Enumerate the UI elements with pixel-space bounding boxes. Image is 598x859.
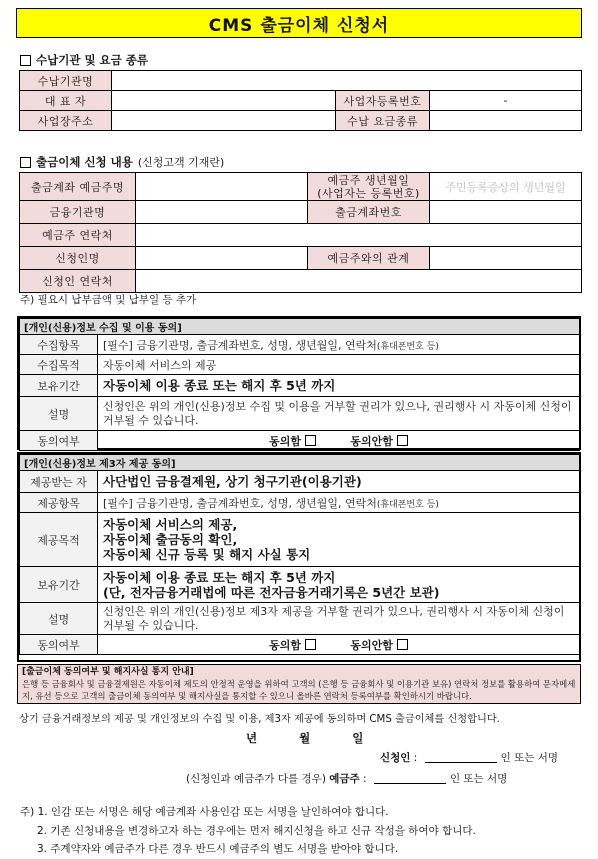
collect-items-text: [필수] 금융기관명, 출금계좌번호, 성명, 생년월일, 연락처 [103, 338, 377, 352]
notice-box [17, 664, 581, 704]
label-representative: 대 표 자 [20, 91, 112, 111]
collect-purpose-value: 자동이체 서비스의 제공 [98, 355, 580, 375]
privacy-third-table [19, 454, 580, 655]
footnote-3: 3. 주계약자와 예금주가 다른 경우 반드시 예금주의 별도 서명을 받아야 합니다. [37, 843, 399, 855]
label-retention-1: 보유기간 [20, 375, 98, 397]
retention-1-value: 자동이체 이용 종료 또는 해지 후 5년 까지 [98, 375, 580, 397]
retention-2-value [98, 567, 580, 603]
depositor-sign-row [186, 771, 507, 786]
applicant-sign-row [380, 750, 558, 765]
privacy-collect-table [19, 318, 580, 451]
depositor-sign-label: 예금주 [329, 773, 360, 785]
label-explain-1: 설명 [20, 397, 98, 431]
notice-heading: [출금이체 동의여부 및 해지사실 통지 안내] [22, 667, 194, 677]
consent-2-value [98, 635, 580, 655]
label-explain-2: 설명 [20, 603, 98, 635]
provide-items-extra: (휴대폰번호 등) [376, 499, 439, 510]
agree-checkbox-1[interactable] [305, 435, 316, 446]
biz-address-field[interactable] [112, 111, 336, 131]
depositor-sign-suffix: 인 또는 서명 [449, 773, 508, 785]
square-icon [20, 55, 31, 66]
label-biz-reg-no: 사업자등록번호 [336, 91, 430, 111]
explain-1-value: 신청인은 위의 개인(신용)정보 수집 및 이용을 거부할 권리가 있으나, 권리행사 시 자동이체 신청이 거부될 수 있습니다. [98, 397, 580, 431]
representative-field[interactable] [112, 91, 336, 111]
purpose-line-3: 자동이체 신규 등록 및 해지 사실 통지 [103, 547, 311, 562]
section1-title: 수납기관 및 요금 종류 [36, 53, 148, 67]
footnote-2: 2. 기존 신청내용을 변경하고자 하는 경우에는 먼저 해지신청을 하고 신규 작성을 하여야 합니다. [37, 825, 476, 837]
label-provide-items: 제공항목 [20, 493, 98, 513]
label-account-no: 출금계좌번호 [308, 201, 430, 224]
label-retention-2: 보유기간 [20, 567, 98, 603]
label-provide-purpose: 제공목적 [20, 513, 98, 567]
label-recipient: 제공받는 자 [20, 471, 98, 493]
label-bank-name: 금융기관명 [20, 201, 136, 224]
fee-type-field[interactable] [430, 111, 582, 131]
date-month-label: 월 [299, 731, 311, 745]
depositor-sign-colon: : [363, 773, 367, 785]
label-consent-2: 동의여부 [20, 635, 98, 655]
label-relationship: 예금주와의 관계 [308, 247, 430, 270]
provide-items-text: [필수] 금융기관명, 출금계좌번호, 성명, 생년월일, 연락처 [103, 496, 377, 510]
applicant-sign-colon: : [413, 752, 418, 764]
depositor-contact-field[interactable] [136, 224, 582, 247]
label-depositor-contact: 예금주 연락처 [20, 224, 136, 247]
applicant-sign-line[interactable] [425, 752, 497, 763]
depositor-sign-prefix: (신청인과 예금주가 다를 경우) [186, 773, 326, 785]
privacy-collect-heading: [개인(신용)정보 수집 및 이용 동의] [20, 319, 580, 335]
recipient-value: 사단법인 금융결제원, 상기 청구기관(이용기관) [98, 471, 580, 493]
label-payee-name: 수납기관명 [20, 71, 112, 91]
label-applicant-name: 신청인명 [20, 247, 136, 270]
application-table [19, 172, 582, 293]
section2-heading [20, 154, 224, 170]
bank-name-field[interactable] [136, 201, 308, 224]
depositor-birth-field[interactable]: 주민등록증상의 생년월일 [430, 173, 582, 201]
label-consent-1: 동의여부 [20, 431, 98, 451]
relationship-field[interactable] [430, 247, 582, 270]
section2-note: 주) 필요시 납부금액 및 납부일 등 추가 [20, 294, 197, 306]
form-title: CMS 출금이체 신청서 [16, 8, 582, 38]
collect-items-extra: (휴대폰번호 등) [376, 341, 439, 352]
label-birth-line1: 예금주 생년월일 [327, 173, 410, 187]
section2-subtitle: (신청고객 기재란) [137, 156, 225, 169]
label-applicant-contact: 신청인 연락처 [20, 270, 136, 293]
section2-title: 출금이체 신청 내용 [36, 155, 133, 169]
footnote-1: 주) 1. 인감 또는 서명은 해당 예금계좌 사용인감 또는 서명을 날인하여야 합니다. [20, 806, 389, 818]
purpose-line-1: 자동이체 서비스의 제공, [103, 517, 238, 532]
label-collect-items: 수집항목 [20, 335, 98, 355]
depositor-sign-line[interactable] [374, 773, 446, 784]
label-biz-address: 사업장주소 [20, 111, 112, 131]
biz-reg-no-field[interactable]: - [430, 91, 582, 111]
notice-body: 은행 등 금융회사 및 금융결제원은 자동이체 제도의 안정적 운영을 위하여 고객의 (은행 등 금융회사 및 이용기관 보유) 연락처 정보를 활용하여 문자메세지, 유선 등으로 고객의 출금이체 동의여부 및 해지사실을 통지할 수 있으니 올바른 연락처 등록여부를 확인하시기 바랍니다. [22, 679, 576, 701]
explain-2-value: 신청인은 위의 개인(신용)정보 제3자 제공을 거부할 권리가 있으나, 권리행사 시 자동이체 신청이 거부될 수 있습니다. [98, 603, 580, 635]
disagree-checkbox-1[interactable] [397, 435, 408, 446]
account-no-field[interactable] [430, 201, 582, 224]
date-line [246, 730, 363, 746]
privacy-third-heading: [개인(신용)정보 제3자 제공 동의] [20, 455, 580, 471]
applicant-contact-field[interactable] [136, 270, 582, 293]
label-collect-purpose: 수집목적 [20, 355, 98, 375]
date-year-label: 년 [246, 731, 258, 745]
label-birth-line2: (사업자는 등록번호) [317, 186, 420, 200]
payee-name-field[interactable] [112, 71, 582, 91]
agree-label-1: 동의함 [269, 434, 301, 448]
provide-purpose-value [98, 513, 580, 567]
retention-line-2: (단, 전자금융거래법에 따른 전자금융거래기록은 5년간 보관) [103, 584, 440, 600]
applicant-sign-suffix: 인 또는 서명 [500, 752, 559, 764]
label-fee-type: 수납 요금종류 [336, 111, 430, 131]
disagree-label-1: 동의안함 [350, 434, 393, 448]
disagree-label-2: 동의안함 [350, 638, 393, 652]
retention-line-1: 자동이체 이용 종료 또는 해지 후 5년 까지 [103, 569, 336, 585]
agree-checkbox-2[interactable] [305, 639, 316, 650]
purpose-line-2: 자동이체 출금동의 확인, [103, 532, 238, 547]
section1-heading [20, 52, 148, 68]
label-depositor-birth [308, 173, 430, 201]
square-icon [20, 157, 31, 168]
label-depositor-name: 출금계좌 예금주명 [20, 173, 136, 201]
payee-table [19, 70, 582, 131]
applicant-sign-label: 신청인 [380, 752, 411, 764]
agree-label-2: 동의함 [269, 638, 301, 652]
depositor-name-field[interactable] [136, 173, 308, 201]
disagree-checkbox-2[interactable] [397, 639, 408, 650]
collect-items-value [98, 335, 580, 355]
consent-1-value [98, 431, 580, 451]
provide-items-value [98, 493, 580, 513]
applicant-name-field[interactable] [136, 247, 308, 270]
date-day-label: 일 [352, 731, 364, 745]
declaration-text: 상기 금융거래정보의 제공 및 개인정보의 수집 및 이용, 제3자 제공에 동의하며 CMS 출금이체를 신청합니다. [19, 714, 500, 725]
